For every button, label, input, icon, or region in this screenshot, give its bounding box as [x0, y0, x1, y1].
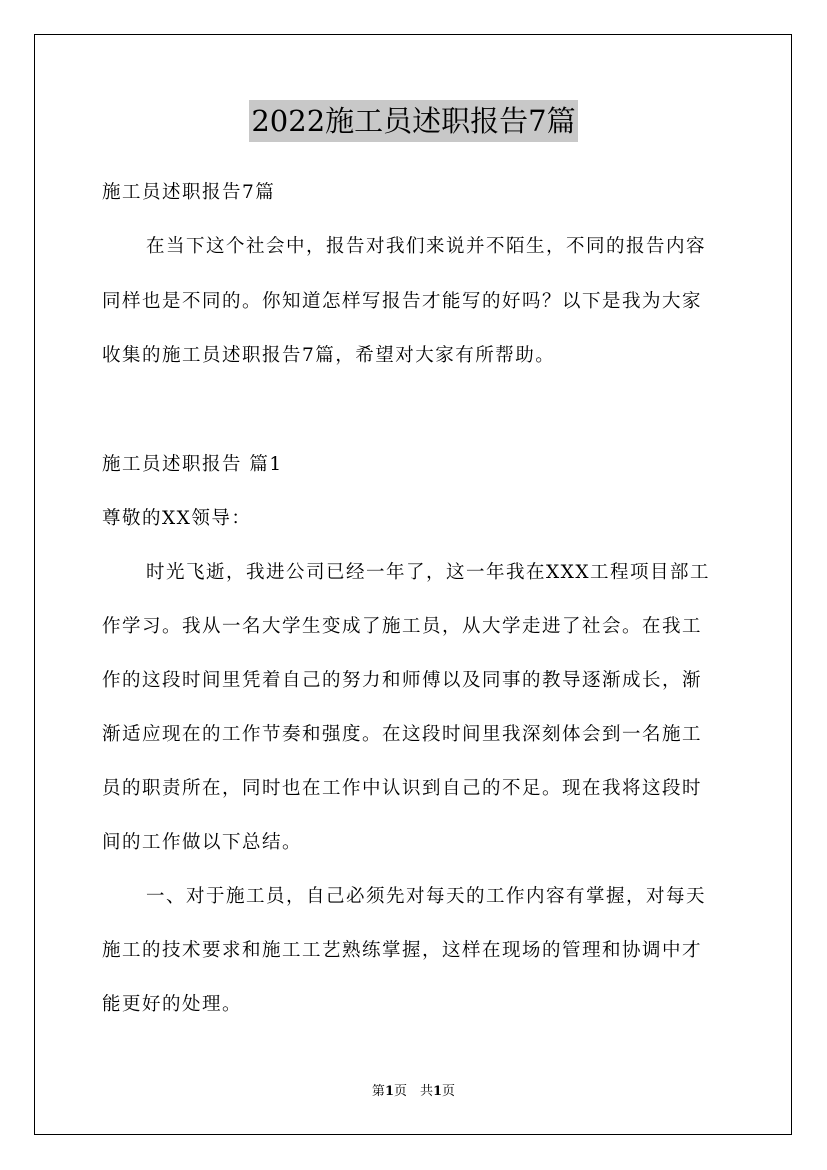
- title-wrap: [0, 100, 827, 142]
- section-heading: 施工员述职报告 篇1: [102, 454, 283, 475]
- body-line-4: 渐适应现在的工作节奏和强度。在这段时间里我深刻体会到一名施工: [102, 724, 703, 745]
- footer-total-pages: 1: [433, 1084, 443, 1099]
- footer-page-number: 1: [384, 1084, 394, 1099]
- intro-line-3: 收集的施工员述职报告7篇，希望对大家有所帮助。: [102, 345, 556, 366]
- body-line-7: 一、对于施工员，自己必须先对每天的工作内容有掌握，对每天: [146, 886, 707, 907]
- body-line-8: 施工的技术要求和施工工艺熟练掌握，这样在现场的管理和协调中才: [102, 940, 703, 961]
- document-subtitle: 施工员述职报告7篇: [102, 182, 276, 203]
- footer-suffix: 页: [442, 1084, 456, 1099]
- body-line-2: 作学习。我从一名大学生变成了施工员，从大学走进了社会。在我工: [102, 616, 703, 637]
- body-line-1: 时光飞逝，我进公司已经一年了，这一年我在XXX工程项目部工: [146, 562, 711, 583]
- salutation: 尊敬的XX领导：: [102, 508, 252, 529]
- body-line-3: 作的这段时间里凭着自己的努力和师傅以及同事的教导逐渐成长，渐: [102, 670, 703, 691]
- body-line-6: 间的工作做以下总结。: [102, 832, 303, 853]
- footer-prefix: 第: [371, 1084, 385, 1099]
- footer-mid: 页 共: [393, 1084, 433, 1099]
- page-footer: [0, 1083, 827, 1101]
- body-line-5: 员的职责所在，同时也在工作中认识到自己的不足。现在我将这段时: [102, 778, 703, 799]
- body-line-9: 能更好的处理。: [102, 994, 243, 1015]
- intro-line-1: 在当下这个社会中，报告对我们来说并不陌生，不同的报告内容: [146, 236, 707, 257]
- document-title: 2022施工员述职报告7篇: [249, 100, 577, 142]
- intro-line-2: 同样也是不同的。你知道怎样写报告才能写的好吗？以下是我为大家: [102, 291, 703, 312]
